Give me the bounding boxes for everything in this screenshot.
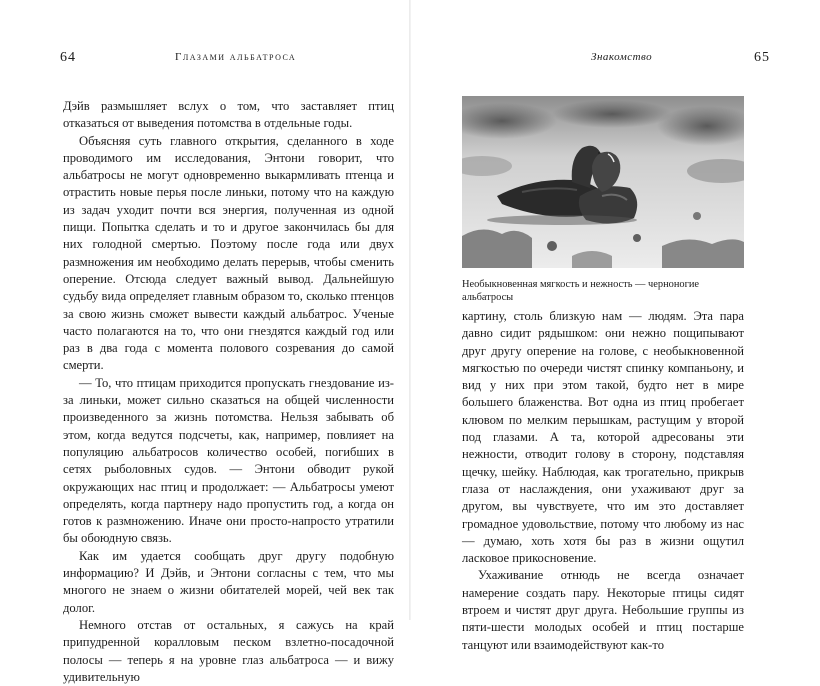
page-number-right: 65	[754, 50, 770, 65]
running-title-right: Знакомство	[591, 51, 653, 63]
running-title-left: Глазами альбатроса	[175, 51, 297, 63]
right-page-header	[451, 50, 770, 68]
paragraph: Ухаживание отнюдь не всегда означает намерение создать пару. Некоторые птицы сидят втроем и чистят друг друга. Небольшие группы из пяти-шести молодых особей и птиц постарше танцуют или взаимодействуют как-то	[462, 568, 744, 652]
left-page	[24, 8, 409, 684]
right-page-body	[462, 308, 744, 654]
paragraph: Дэйв размышляет вслух о том, что заставляет птиц отказаться от выведения потомства в отдельные годы.	[63, 99, 394, 131]
albatross-pair-image	[462, 96, 744, 268]
left-page-header	[60, 50, 399, 68]
paragraph: — То, что птицам приходится пропускать гнездование из-за линьки, может сильно сказаться на общей численности произведенного за жизнь потомства. Нельзя забывать об этом, когда ведутся подсчеты, как, например, повлияет на популяцию альбатросов количество особей, погибших в сетях рыболовных судов. — Энтони обводит рукой окружающих нас птиц и продолжает: — Альбатросы умеют определять, когда партнеру надо пропустить год, а когда он готов к размножению. Иначе они просто-напросто утратили бы обоюдную связь.	[63, 375, 394, 546]
paragraph: Как им удается сообщать друг другу подобную информацию? И Дэйв, и Энтони согласны с тем, что мы многого не знаем о жизни обитателей морей, чей век так долог.	[63, 548, 394, 615]
paragraph: Объясняя суть главного открытия, сделанного в ходе проводимого им исследования, Энтони говорит, что альбатросы не могут одновременно выкармливать птенца и отрастить новые перья после линьки, потому что на каждую из задач уходит почти вся энергия, полученная из одной пищи. Попытка сделать и то и другое закончилась бы для них голодной смертью. Поэтому после года или двух размножения им необходимо делать перерыв, чтобы сменить оперение. Отсюда следует важный вывод. Дальнейшую судьбу вида определяет главным образом то, сколько птенцов за свою жизнь сможет вывести каждый альбатрос. Ученые часто полагаются на то, что они гнездятся каждый год или раз в два года с момента полового созревания до самой смерти.	[63, 133, 394, 373]
photo-caption: Необыкновенная мягкость и нежность — черноногие альбатросы	[462, 279, 700, 303]
paragraph: Немного отстав от остальных, я сажусь на край припудренной коралловым песком взлетно-посадочной полосы — теперь я на уровне глаз альбатроса — и вижу удивительную	[63, 617, 394, 684]
albatross-photo	[462, 96, 744, 268]
left-page-body	[63, 98, 394, 686]
right-page	[411, 8, 796, 652]
page-number-left: 64	[60, 50, 76, 65]
paragraph: картину, столь близкую нам — людям. Эта пара давно сидит рядышком: они нежно пощипывают друг другу оперение на голове, с необыкновенной мягкостью по очереди чистят спинку компаньону, и вид у них при этом такой, будто нет в мире большего блаженства. Вот одна из птиц пробегает клювом по мелким перышкам, растущим у второй под глазами. А та, которой адресованы эти нежности, отводит голову в сторону, подставляя щечку, шейку. Наблюдая, как трогательно, прикрыв глаза от наслаждения, они ухаживают друг за другом, вы чувствуете, что им это доставляет громадное удовольствие, потому что любому из нас — думаю, хоть хотя бы раз в жизни ощутил ласковое прикосновение.	[462, 309, 744, 566]
